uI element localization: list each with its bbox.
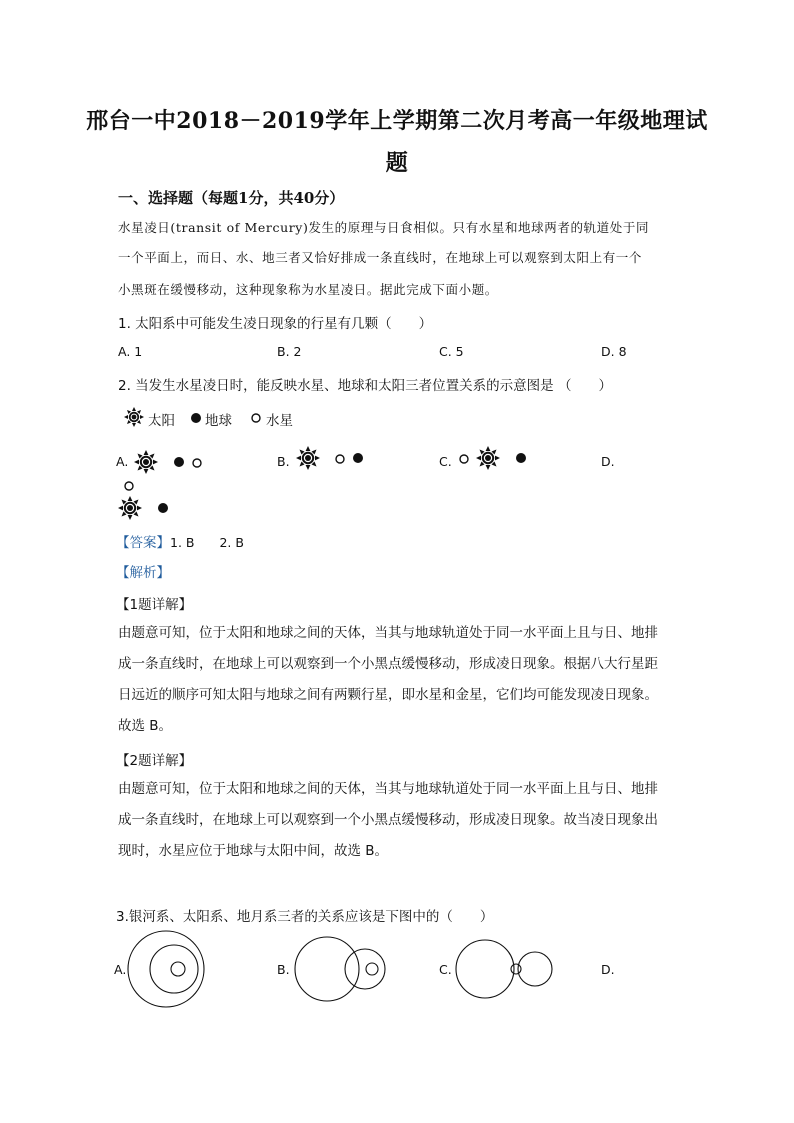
detail-2-line-3: 现时，水星应位于地球与太阳中间，故选 B。 (118, 843, 389, 859)
option-c-earth-icon (515, 452, 527, 464)
analysis-tag: 【解析】 (116, 565, 170, 581)
legend-sun-label: 太阳 (148, 413, 175, 429)
detail-1-heading: 【1题详解】 (116, 597, 193, 613)
detail-1-line-1: 由题意可知，位于太阳和地球之间的天体，当其与地球轨道处于同一水平面上且与日、地排 (118, 625, 658, 641)
answer-line (116, 531, 244, 551)
option-d-earth-icon (157, 502, 169, 514)
detail-1-line-3: 日远近的顺序可知太阳与地球之间有两颗行星，即水星和金星，它们均可能发现凌日现象。 (118, 687, 658, 703)
option-a-mercury-icon (191, 457, 203, 469)
sun-icon (124, 407, 144, 427)
earth-dot-icon (190, 412, 202, 424)
question-1-stem: 1. 太阳系中可能发生凌日现象的行星有几颗（ ） (118, 316, 433, 332)
detail-2-heading: 【2题详解】 (116, 753, 193, 769)
question-3-option-c[interactable]: C. (439, 962, 452, 977)
option-d-mercury-icon (123, 480, 135, 492)
option-c-chained-circles-diagram (455, 929, 555, 1009)
option-b-sun-icon (296, 446, 320, 470)
option-a-earth-icon (173, 456, 185, 468)
detail-2-line-2: 成一条直线时，在地球上可以观察到一个小黑点缓慢移动，形成凌日现象。故当凌日现象出 (118, 812, 658, 828)
intro-line-1: 水星凌日(transit of Mercury)发生的原理与日食相似。只有水星和地球两者的轨道处于同 (118, 220, 650, 235)
page-title-continued: 题 (385, 150, 409, 176)
intro-line-2: 一个平面上，而日、水、地三者又恰好排成一条直线时，在地球上可以观察到太阳上有一个 (118, 250, 643, 265)
question-2-option-a[interactable]: A. (116, 454, 129, 469)
question-3-stem: 3.银河系、太阳系、地月系三者的关系应该是下图中的（ ） (116, 909, 494, 925)
question-3-option-a[interactable]: A. (114, 962, 127, 977)
intro-line-3: 小黑斑在缓慢移动，这种现象称为水星凌日。据此完成下面小题。 (118, 282, 498, 297)
question-3-option-b[interactable]: B. (277, 962, 290, 977)
question-2-stem: 2. 当发生水星凌日时，能反映水星、地球和太阳三者位置关系的示意图是 （ ） (118, 378, 612, 394)
detail-1-line-2: 成一条直线时，在地球上可以观察到一个小黑点缓慢移动，形成凌日现象。根据八大行星距 (118, 656, 658, 672)
option-a-sun-icon (134, 450, 158, 474)
detail-1-line-4: 故选 B。 (118, 718, 173, 734)
option-a-nested-circles-diagram (126, 929, 206, 1009)
section-heading: 一、选择题（每题1分，共40分） (118, 189, 345, 207)
answer-tag: 【答案】 (116, 535, 170, 551)
question-1-option-c[interactable]: C. 5 (439, 344, 464, 359)
option-d-sun-icon (118, 496, 142, 520)
option-b-mercury-icon (334, 453, 346, 465)
question-2-option-b[interactable]: B. (277, 454, 290, 469)
mercury-ring-icon (250, 412, 262, 424)
legend-earth-label: 地球 (205, 413, 232, 429)
question-2-option-d[interactable]: D. (601, 454, 615, 469)
option-c-sun-icon (476, 446, 500, 470)
question-1-option-d[interactable]: D. 8 (601, 344, 627, 359)
question-3-option-d[interactable]: D. (601, 962, 615, 977)
option-b-earth-icon (352, 452, 364, 464)
question-1-option-b[interactable]: B. 2 (277, 344, 302, 359)
page-title: 邢台一中2018－2019学年上学期第二次月考高一年级地理试 (86, 108, 708, 134)
question-2-option-c[interactable]: C. (439, 454, 452, 469)
legend-mercury-label: 水星 (266, 413, 293, 429)
detail-2-line-1: 由题意可知，位于太阳和地球之间的天体，当其与地球轨道处于同一水平面上且与日、地排 (118, 781, 658, 797)
option-c-mercury-icon (458, 453, 470, 465)
option-b-overlapping-circles-diagram (295, 929, 395, 1009)
question-1-option-a[interactable]: A. 1 (118, 344, 143, 359)
answer-text: 1. B 2. B (170, 535, 244, 550)
